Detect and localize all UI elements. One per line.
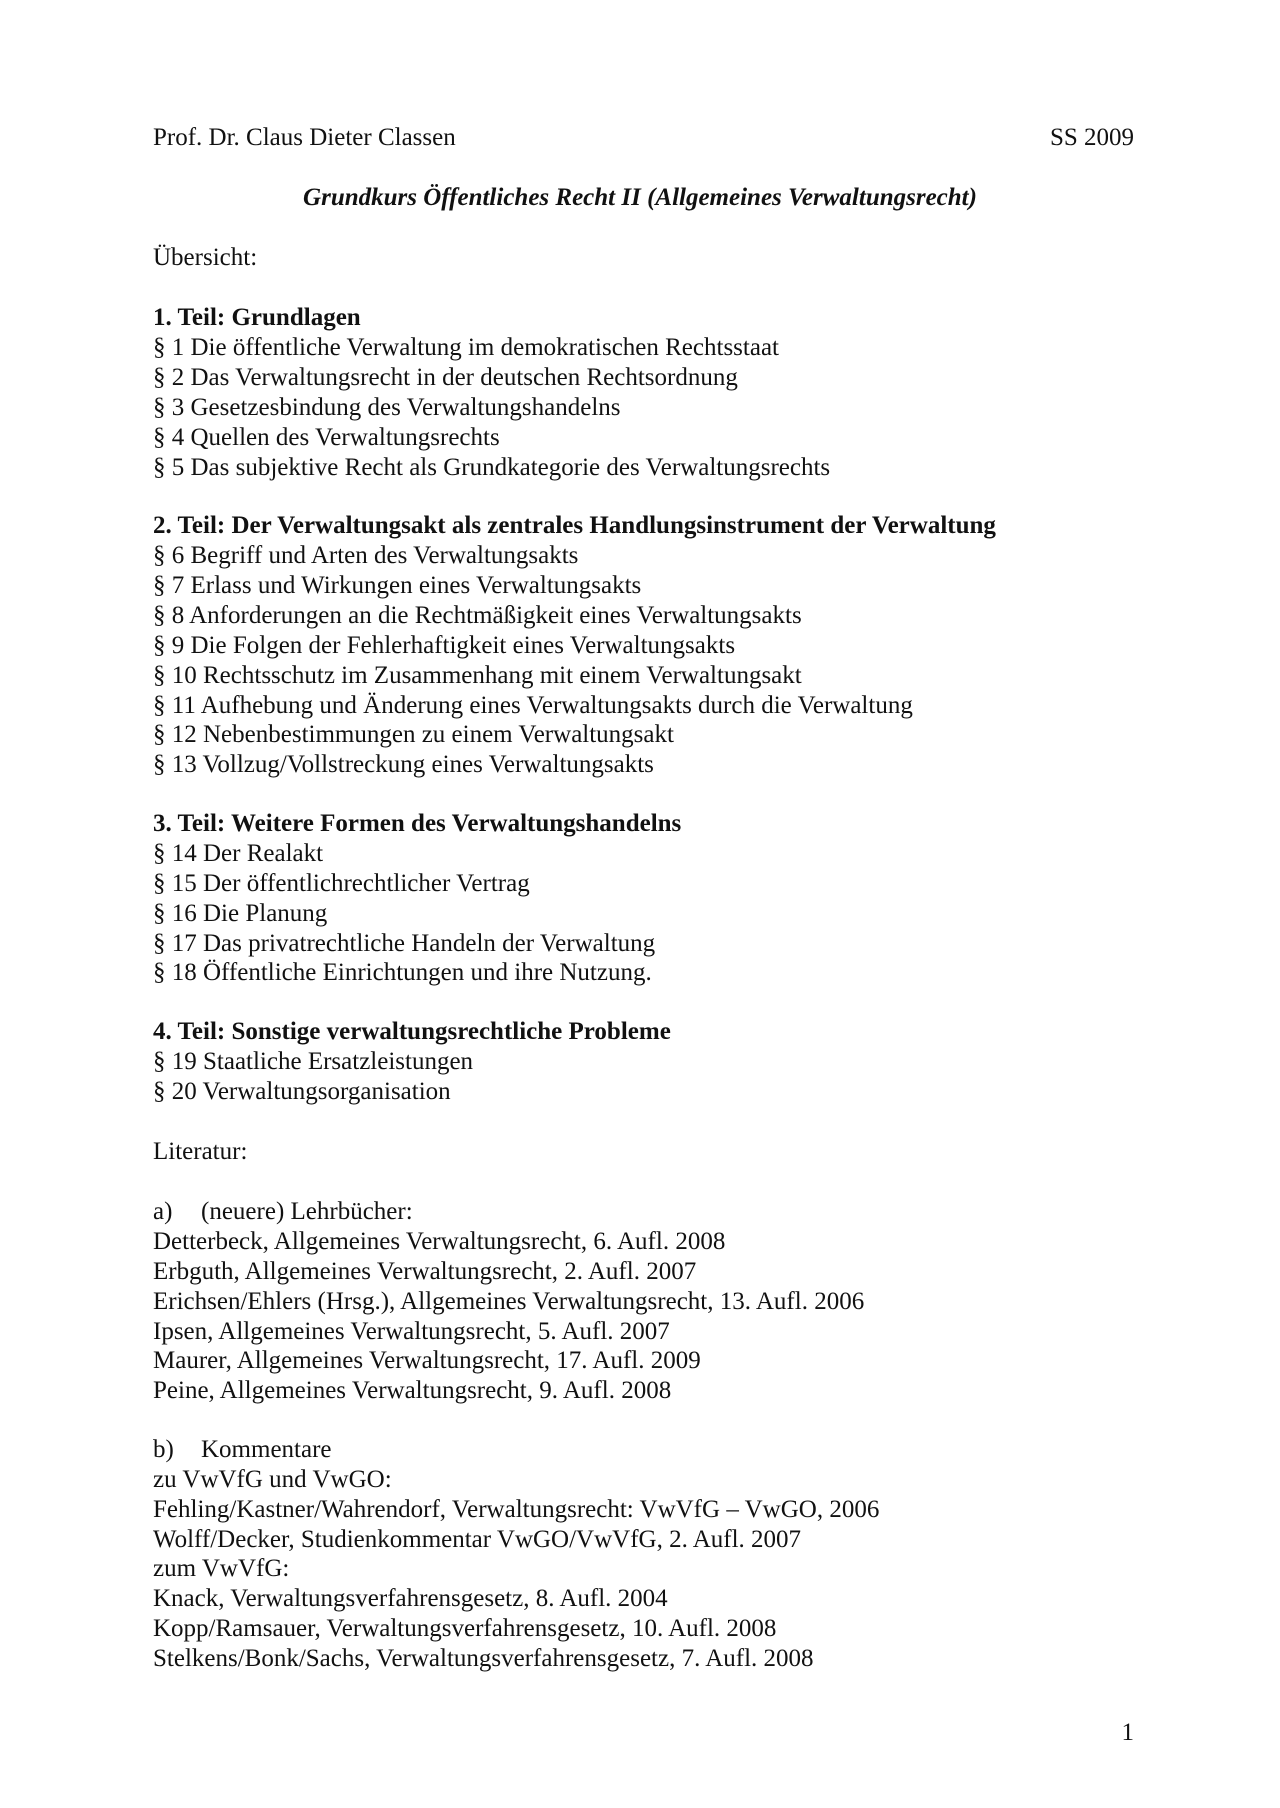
- section-item: § 4 Quellen des Verwaltungsrechts: [153, 424, 500, 451]
- literature-item: Maurer, Allgemeines Verwaltungsrecht, 17. Aufl. 2009: [153, 1347, 701, 1374]
- part-heading: 2. Teil: Der Verwaltungsakt als zentrales Handlungsinstrument der Verwaltung: [153, 512, 996, 539]
- page-number: 1: [1121, 1719, 1134, 1746]
- section-item: § 9 Die Folgen der Fehlerhaftigkeit eines Verwaltungsakts: [153, 632, 736, 659]
- list-marker: a): [153, 1198, 173, 1225]
- literature-item: Stelkens/Bonk/Sachs, Verwaltungsverfahrensgesetz, 7. Aufl. 2008: [153, 1645, 814, 1672]
- part-heading: 3. Teil: Weitere Formen des Verwaltungshandelns: [153, 810, 682, 837]
- textbooks-heading: [153, 1197, 413, 1227]
- commentary-group-label: zu VwVfG und VwGO:: [153, 1466, 392, 1493]
- part-heading: 4. Teil: Sonstige verwaltungsrechtliche Probleme: [153, 1018, 671, 1045]
- section-item: § 18 Öffentliche Einrichtungen und ihre Nutzung.: [153, 959, 652, 986]
- course-title: Grundkurs Öffentliches Recht II (Allgemeines Verwaltungsrecht): [303, 184, 977, 211]
- list-marker: b): [153, 1436, 174, 1463]
- section-item: § 11 Aufhebung und Änderung eines Verwaltungsakts durch die Verwaltung: [153, 692, 913, 719]
- section-item: § 7 Erlass und Wirkungen eines Verwaltungsakts: [153, 572, 642, 599]
- literature-item: Erichsen/Ehlers (Hrsg.), Allgemeines Verwaltungsrecht, 13. Aufl. 2006: [153, 1288, 865, 1315]
- section-item: § 14 Der Realakt: [153, 840, 324, 867]
- section-item: § 3 Gesetzesbindung des Verwaltungshandelns: [153, 394, 621, 421]
- literature-item: Wolff/Decker, Studienkommentar VwGO/VwVfG, 2. Aufl. 2007: [153, 1526, 802, 1553]
- section-item: § 12 Nebenbestimmungen zu einem Verwaltungsakt: [153, 721, 674, 748]
- literature-item: Detterbeck, Allgemeines Verwaltungsrecht, 6. Aufl. 2008: [153, 1228, 726, 1255]
- textbooks-label: (neuere) Lehrbücher:: [201, 1198, 413, 1225]
- section-item: § 19 Staatliche Ersatzleistungen: [153, 1048, 474, 1075]
- literature-item: Knack, Verwaltungsverfahrensgesetz, 8. Aufl. 2004: [153, 1585, 668, 1612]
- section-item: § 16 Die Planung: [153, 900, 328, 927]
- commentaries-heading: [153, 1435, 332, 1465]
- section-item: § 6 Begriff und Arten des Verwaltungsakts: [153, 542, 579, 569]
- section-item: § 1 Die öffentliche Verwaltung im demokratischen Rechtsstaat: [153, 334, 779, 361]
- literature-item: Fehling/Kastner/Wahrendorf, Verwaltungsrecht: VwVfG – VwGO, 2006: [153, 1496, 880, 1523]
- author-name: Prof. Dr. Claus Dieter Classen: [153, 124, 456, 151]
- section-item: § 17 Das privatrechtliche Handeln der Verwaltung: [153, 930, 656, 957]
- literature-item: Ipsen, Allgemeines Verwaltungsrecht, 5. Aufl. 2007: [153, 1318, 670, 1345]
- literature-item: Kopp/Ramsauer, Verwaltungsverfahrensgesetz, 10. Aufl. 2008: [153, 1615, 777, 1642]
- section-item: § 8 Anforderungen an die Rechtmäßigkeit eines Verwaltungsakts: [153, 602, 802, 629]
- section-item: § 13 Vollzug/Vollstreckung eines Verwaltungsakts: [153, 751, 654, 778]
- section-item: § 5 Das subjektive Recht als Grundkategorie des Verwaltungsrechts: [153, 454, 831, 481]
- part-heading: 1. Teil: Grundlagen: [153, 304, 361, 331]
- literature-item: Peine, Allgemeines Verwaltungsrecht, 9. Aufl. 2008: [153, 1377, 672, 1404]
- section-item: § 2 Das Verwaltungsrecht in der deutschen Rechtsordnung: [153, 364, 738, 391]
- overview-label: Übersicht:: [153, 244, 258, 271]
- commentaries-label: Kommentare: [201, 1436, 332, 1463]
- literature-label: Literatur:: [153, 1138, 248, 1165]
- section-item: § 10 Rechtsschutz im Zusammenhang mit einem Verwaltungsakt: [153, 662, 802, 689]
- commentary-group-label: zum VwVfG:: [153, 1555, 290, 1582]
- literature-item: Erbguth, Allgemeines Verwaltungsrecht, 2. Aufl. 2007: [153, 1258, 697, 1285]
- section-item: § 15 Der öffentlichrechtlicher Vertrag: [153, 870, 530, 897]
- section-item: § 20 Verwaltungsorganisation: [153, 1078, 451, 1105]
- semester-label: SS 2009: [1049, 124, 1134, 151]
